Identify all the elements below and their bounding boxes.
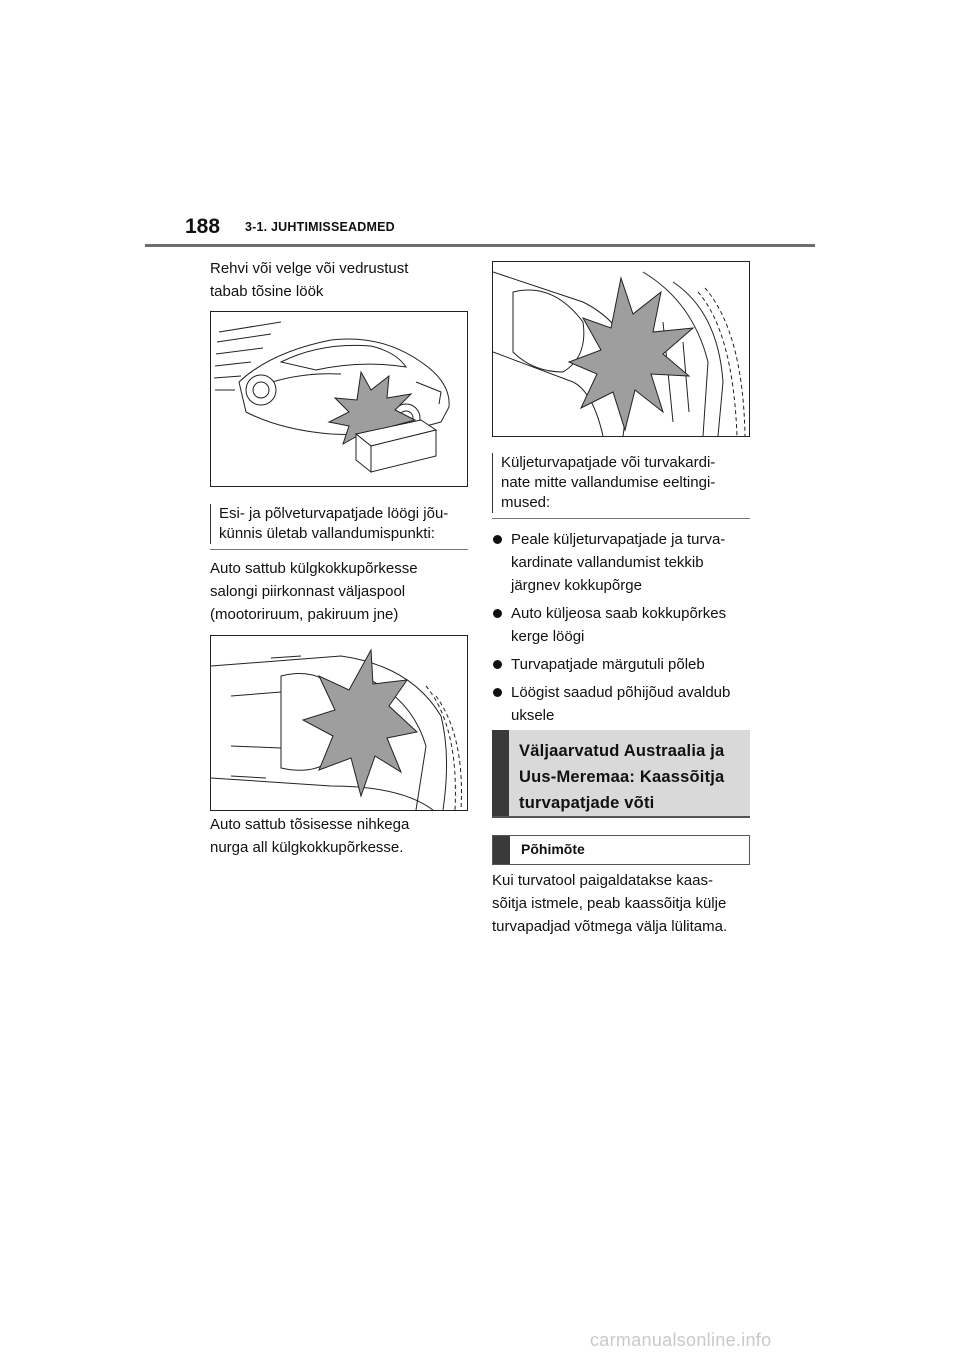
- list-item-line: uksele: [511, 707, 555, 724]
- list-item-line: kardinate vallandumist tekkib: [511, 554, 704, 571]
- caption-line: Küljeturvapatjade või turvakardi-: [501, 454, 716, 471]
- subsection-heading-bar: [493, 836, 510, 864]
- car-front-impact-illustration: [211, 312, 467, 486]
- paragraph-line: (mootoriruum, pakiruum jne): [210, 606, 399, 623]
- section-heading-bar: [492, 730, 509, 816]
- conditions-list: [492, 528, 754, 732]
- list-item-line: järgnev kokkupõrge: [511, 577, 642, 594]
- car-oblique-impact-illustration: [493, 262, 749, 436]
- list-item-line: Auto küljeosa saab kokkupõrkes: [511, 605, 727, 622]
- list-item-line: Turvapatjade märgutuli põleb: [511, 656, 705, 673]
- paragraph-oblique: [210, 813, 470, 859]
- watermark: carmanualsonline.info: [590, 1330, 772, 1350]
- list-item-line: Löögist saadud põhijõud avaldub: [511, 684, 731, 701]
- list-item-line: Peale küljeturvapatjade ja turva-: [511, 531, 726, 548]
- final-paragraph: [492, 869, 757, 938]
- chapter-title: 3-1. JUHTIMISSEADMED: [245, 220, 395, 234]
- caption-line: nate mitte vallandumise eeltingi-: [501, 474, 716, 491]
- subsection-heading: Põhimõte: [521, 841, 585, 857]
- car-side-impact-illustration: [211, 636, 467, 810]
- list-item-line: kerge löögi: [511, 628, 585, 645]
- section-heading-line: Väljaarvatud Austraalia ja: [519, 742, 725, 760]
- paragraph-line: Auto sattub külgkokkupõrkesse: [210, 560, 418, 577]
- caption-underline: [210, 549, 468, 550]
- intro-line: tabab tõsine löök: [210, 283, 324, 300]
- paragraph-line: sõitja istmele, peab kaassõitja külje: [492, 895, 727, 912]
- intro-text: [210, 257, 470, 303]
- caption-line: mused:: [501, 494, 551, 511]
- section-heading: [519, 738, 724, 816]
- caption-underline: [492, 518, 750, 519]
- section-heading-line: turvapatjade võti: [519, 794, 655, 812]
- figure-frontal-impact: [210, 311, 468, 487]
- paragraph-line: nurga all külgkokkupõrkesse.: [210, 839, 404, 856]
- figure1-caption: [210, 504, 474, 544]
- page-number: 188: [185, 215, 221, 238]
- intro-line: Rehvi või velge või vedrustust: [210, 260, 409, 277]
- paragraph-line: turvapadjad võtmega välja lülitama.: [492, 918, 728, 935]
- list-item: [492, 528, 754, 597]
- figure-side-impact-outside-cabin: [210, 635, 468, 811]
- list-item: [492, 653, 754, 676]
- caption-line: künnis ületab vallandumispunkti:: [219, 525, 435, 542]
- caption-line: Esi- ja põlveturvapatjade löögi jõu-: [219, 505, 449, 522]
- figure-oblique-impact: [492, 261, 750, 437]
- list-item: [492, 602, 754, 648]
- paragraph-line: Auto sattub tõsisesse nihkega: [210, 816, 410, 833]
- figure3-caption: [492, 453, 759, 513]
- paragraph-line: salongi piirkonnast väljaspool: [210, 583, 406, 600]
- list-item: [492, 681, 754, 727]
- section-heading-line: Uus-Meremaa: Kaassõitja: [519, 768, 725, 786]
- subsection-heading-box: [492, 835, 750, 865]
- paragraph-side-outside: [210, 557, 470, 626]
- section-heading-box: [492, 730, 750, 818]
- paragraph-line: Kui turvatool paigaldatakse kaas-: [492, 872, 713, 889]
- header-rule: [145, 244, 815, 247]
